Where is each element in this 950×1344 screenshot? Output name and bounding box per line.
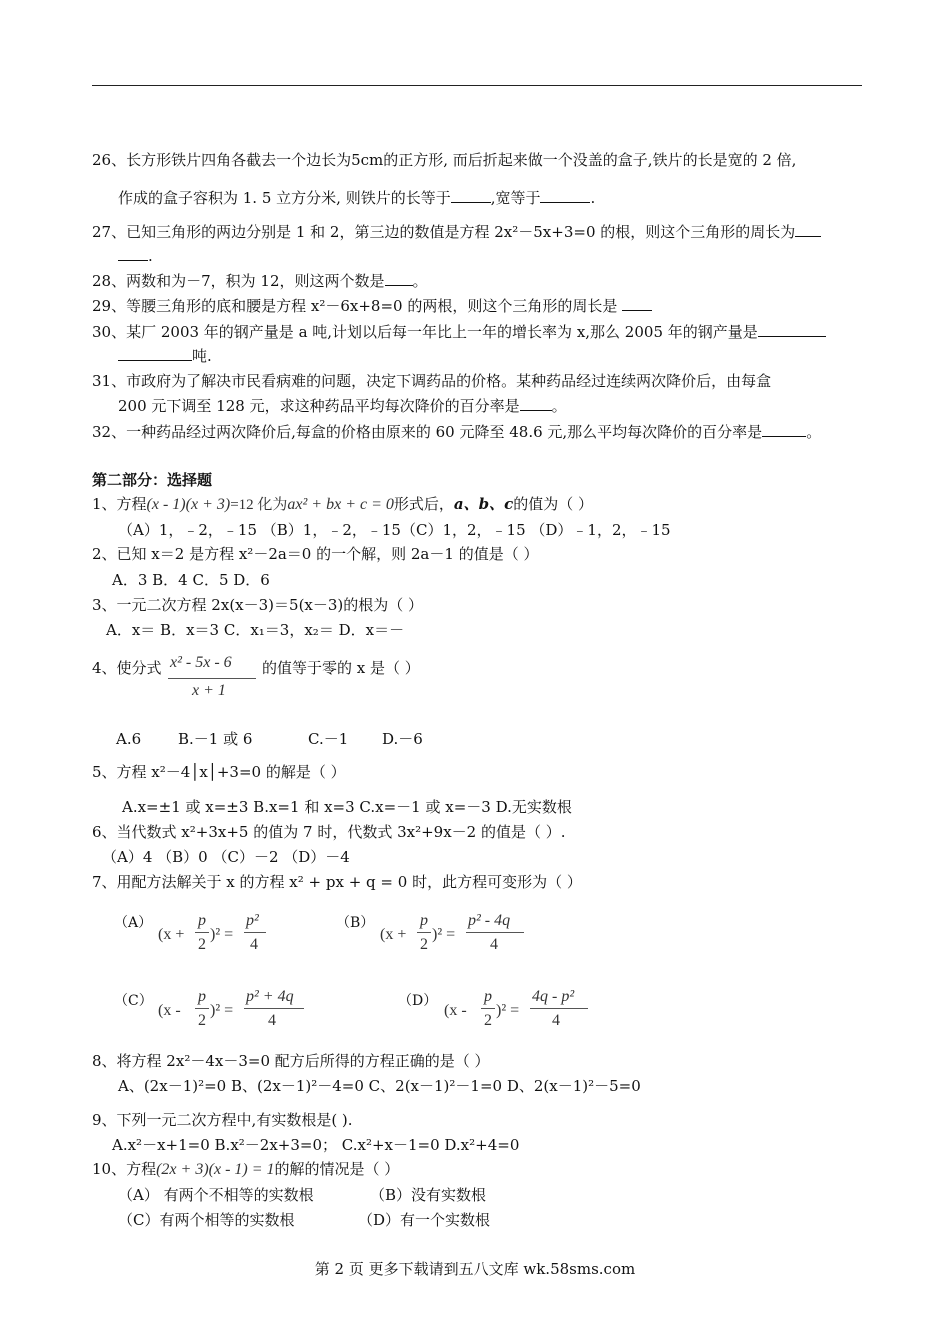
c7-d-rhs-num: 4q - p² <box>532 988 575 1005</box>
c4-opt-a: A.6 <box>116 730 142 748</box>
q26-text-c: . <box>590 189 596 207</box>
c7-b-lhs-bar <box>417 932 431 933</box>
q30-blank-2 <box>118 346 192 361</box>
c7-d-rhs-bar <box>530 1008 588 1009</box>
c4-opt-b: B.－1 或 6 <box>178 730 253 748</box>
c7-a-lhs-close: )² = <box>210 926 234 943</box>
c7-stem: 7、用配方法解关于 x 的方程 x² + px + q = 0 时，此方程可变形为（ ） <box>92 873 582 891</box>
c6-stem: 6、当代数式 x²+3x+5 的值为 7 时，代数式 3x²+9x－2 的值是（ ）. <box>92 823 566 841</box>
c7-d-lhs-den: 2 <box>484 1012 492 1029</box>
c1-eq: =12 化为 <box>230 497 288 513</box>
c1-stem <box>92 494 593 515</box>
q28-text-a: 28、两数和为－7，积为 12，则这两个数是 <box>92 272 385 290</box>
q31-line2 <box>118 396 567 416</box>
c7-c-lhs-num: p <box>198 988 206 1005</box>
c7-c-lhs-open: (x - <box>158 1002 181 1019</box>
c7-opt-b-formula <box>380 912 540 964</box>
c1-prefix: 1、方程 <box>92 495 147 513</box>
c7-b-lhs-num: p <box>420 912 428 929</box>
c4-opt-c: C.－1 <box>308 730 349 748</box>
c1-options: （A）1，﹣2，﹣15 （B）1，﹣2，﹣15（C）1，2，﹣15 （D）﹣1，2，﹣15 <box>118 521 671 539</box>
c1-expr1: (x - 1)(x + 3) <box>146 496 231 513</box>
c4-denominator: x + 1 <box>192 682 226 699</box>
c8-options: A、(2x－1)²=0 B、(2x－1)²－4=0 C、2(x－1)²－1=0 D、2(x－1)²－5=0 <box>118 1077 641 1095</box>
section2-title: 第二部分：选择题 <box>92 471 213 489</box>
c7-a-lhs-open: (x + <box>158 926 185 943</box>
c7-c-lhs-close: )² = <box>210 1002 234 1019</box>
c7-c-rhs-num: p² + 4q <box>246 988 294 1005</box>
q30-line2 <box>118 346 212 366</box>
c7-c-rhs-bar <box>244 1008 304 1009</box>
c7-opt-c-label: （C） <box>114 993 153 1009</box>
c9-options: A.x²－x+1=0 B.x²－2x+3=0； C.x²+x－1=0 D.x²+4=0 <box>112 1136 520 1154</box>
c3-options: A．x＝ B．x＝3 C．x₁＝3，x₂＝ D．x＝－ <box>106 621 405 639</box>
q28-blank <box>385 271 413 286</box>
c7-opt-a-formula <box>158 912 278 964</box>
c5-stem: 5、方程 x²－4│x│+3=0 的解是（ ） <box>92 763 346 781</box>
c6-options: （A）4 （B）0 （C）－2 （D）－4 <box>102 848 350 866</box>
q32-blank <box>762 422 806 437</box>
c7-b-lhs-close: )² = <box>432 926 456 943</box>
c4-numerator: x² - 5x - 6 <box>170 654 232 671</box>
q26-text-b: ,宽等于 <box>490 189 541 207</box>
c10-opt-b: （B）没有实数根 <box>370 1186 487 1204</box>
q31-text-a: 200 元下调至 128 元，求这种药品平均每次降价的百分率是 <box>118 397 520 415</box>
c2-options: A．3 B．4 C．5 D．6 <box>112 571 270 589</box>
c4-opt-d: D.－6 <box>382 730 423 748</box>
c7-a-rhs-den: 4 <box>250 936 258 953</box>
q32-text-b: 。 <box>806 423 822 441</box>
q32-line <box>92 422 821 442</box>
q30-line1 <box>92 322 826 342</box>
q28-text-b: 。 <box>412 272 428 290</box>
c4-fraction-bar <box>168 678 256 679</box>
q26-blank-length <box>451 188 491 203</box>
c10-suffix: 的解的情况是（ ） <box>274 1160 400 1178</box>
c10-opt-c: （C）有两个相等的实数根 <box>118 1211 295 1229</box>
q32-text-a: 32、一种药品经过两次降价后,每盒的价格由原来的 60 元降至 48.6 元,那么平均每次降价的百分率是 <box>92 423 763 441</box>
c7-opt-b-label: （B） <box>336 915 375 931</box>
c7-b-rhs-den: 4 <box>490 936 498 953</box>
c10-stem <box>92 1159 399 1180</box>
c7-a-lhs-bar <box>195 932 209 933</box>
q29-blank <box>622 296 652 311</box>
c7-a-rhs-bar <box>244 932 266 933</box>
q28-line <box>92 271 428 291</box>
q30-end: 吨. <box>192 347 212 365</box>
q27-line1 <box>92 222 821 242</box>
header-rule <box>92 85 862 86</box>
c7-b-lhs-den: 2 <box>420 936 428 953</box>
c3-stem: 3、一元二次方程 2x(x－3)＝5(x－3)的根为（ ） <box>92 596 424 614</box>
q30-blank-1 <box>758 322 826 337</box>
c7-d-rhs-den: 4 <box>552 1012 560 1029</box>
c7-d-lhs-num: p <box>484 988 492 1005</box>
q27-line2 <box>118 246 153 266</box>
q27-blank-1 <box>795 222 821 237</box>
q26-line1: 26、长方形铁片四角各截去一个边长为5cm的正方形, 而后折起来做一个没盖的盒子,铁片的长是宽的 2 倍, <box>92 151 797 169</box>
q31-blank <box>520 396 552 411</box>
c2-stem: 2、已知 x＝2 是方程 x²－2a＝0 的一个解，则 2a－1 的值是（ ） <box>92 545 539 563</box>
c7-a-lhs-den: 2 <box>198 936 206 953</box>
q26-blank-width <box>540 188 590 203</box>
c7-opt-a-label: （A） <box>114 915 153 931</box>
c10-prefix: 10、方程 <box>92 1160 157 1178</box>
c7-b-rhs-num: p² - 4q <box>468 912 511 929</box>
c7-c-rhs-den: 4 <box>268 1012 276 1029</box>
q26-text-a: 作成的盒子容积为 1. 5 立方分米, 则铁片的长等于 <box>118 189 451 207</box>
q26-line2 <box>118 188 595 208</box>
c7-c-lhs-den: 2 <box>198 1012 206 1029</box>
c7-b-rhs-bar <box>466 932 524 933</box>
c10-expr: (2x + 3)(x - 1) = 1 <box>156 1161 275 1178</box>
c7-opt-d-formula <box>444 988 604 1040</box>
q29-text: 29、等腰三角形的底和腰是方程 x²－6x+8=0 的两根，则这个三角形的周长是 <box>92 297 618 315</box>
c5-options: A.x=±1 或 x=±3 B.x=1 和 x=3 C.x=－1 或 x=－3 D.无实数根 <box>122 798 572 816</box>
c1-vars: a、b、c <box>453 495 514 513</box>
c10-opt-a: （A） 有两个不相等的实数根 <box>118 1186 314 1204</box>
page-footer: 第 2 页 更多下载请到五八文库 wk.58sms.com <box>314 1260 636 1278</box>
c4-prefix: 4、使分式 <box>92 659 162 677</box>
c7-d-lhs-close: )² = <box>496 1002 520 1019</box>
q27-end: . <box>148 247 153 265</box>
c4-fraction <box>168 652 258 702</box>
c7-c-lhs-bar <box>195 1008 209 1009</box>
q30-text: 30、某厂 2003 年的钢产量是 a 吨,计划以后每一年比上一年的增长率为 x,那么 2005 年的钢产量是 <box>92 323 758 341</box>
c7-a-lhs-num: p <box>198 912 206 929</box>
c1-suffix2: 的值为（ ） <box>513 495 594 513</box>
q27-blank-2 <box>118 246 148 261</box>
c7-b-lhs-open: (x + <box>380 926 407 943</box>
c1-expr2: ax² + bx + c = 0 <box>287 496 394 513</box>
q29-line <box>92 296 652 316</box>
c7-opt-c-formula <box>158 988 318 1040</box>
c1-suffix: 形式后， <box>393 495 454 513</box>
c9-stem: 9、下列一元二次方程中,有实数根是( ). <box>92 1111 353 1129</box>
c7-opt-d-label: （D） <box>398 993 438 1009</box>
c7-a-rhs-num: p² <box>246 912 259 929</box>
c10-opt-d: （D）有一个实数根 <box>358 1211 491 1229</box>
c4-suffix: 的值等于零的 x 是（ ） <box>262 659 420 677</box>
q31-text-b: 。 <box>551 397 567 415</box>
c8-stem: 8、将方程 2x²－4x－3=0 配方后所得的方程正确的是（ ） <box>92 1052 490 1070</box>
c7-d-lhs-bar <box>481 1008 495 1009</box>
q31-line1: 31、市政府为了解决市民看病难的问题，决定下调药品的价格。某种药品经过连续两次降价后，由每盒 <box>92 372 772 390</box>
q27-text: 27、已知三角形的两边分别是 1 和 2，第三边的数值是方程 2x²－5x+3=0 的根，则这个三角形的周长为 <box>92 223 796 241</box>
c7-d-lhs-open: (x - <box>444 1002 467 1019</box>
